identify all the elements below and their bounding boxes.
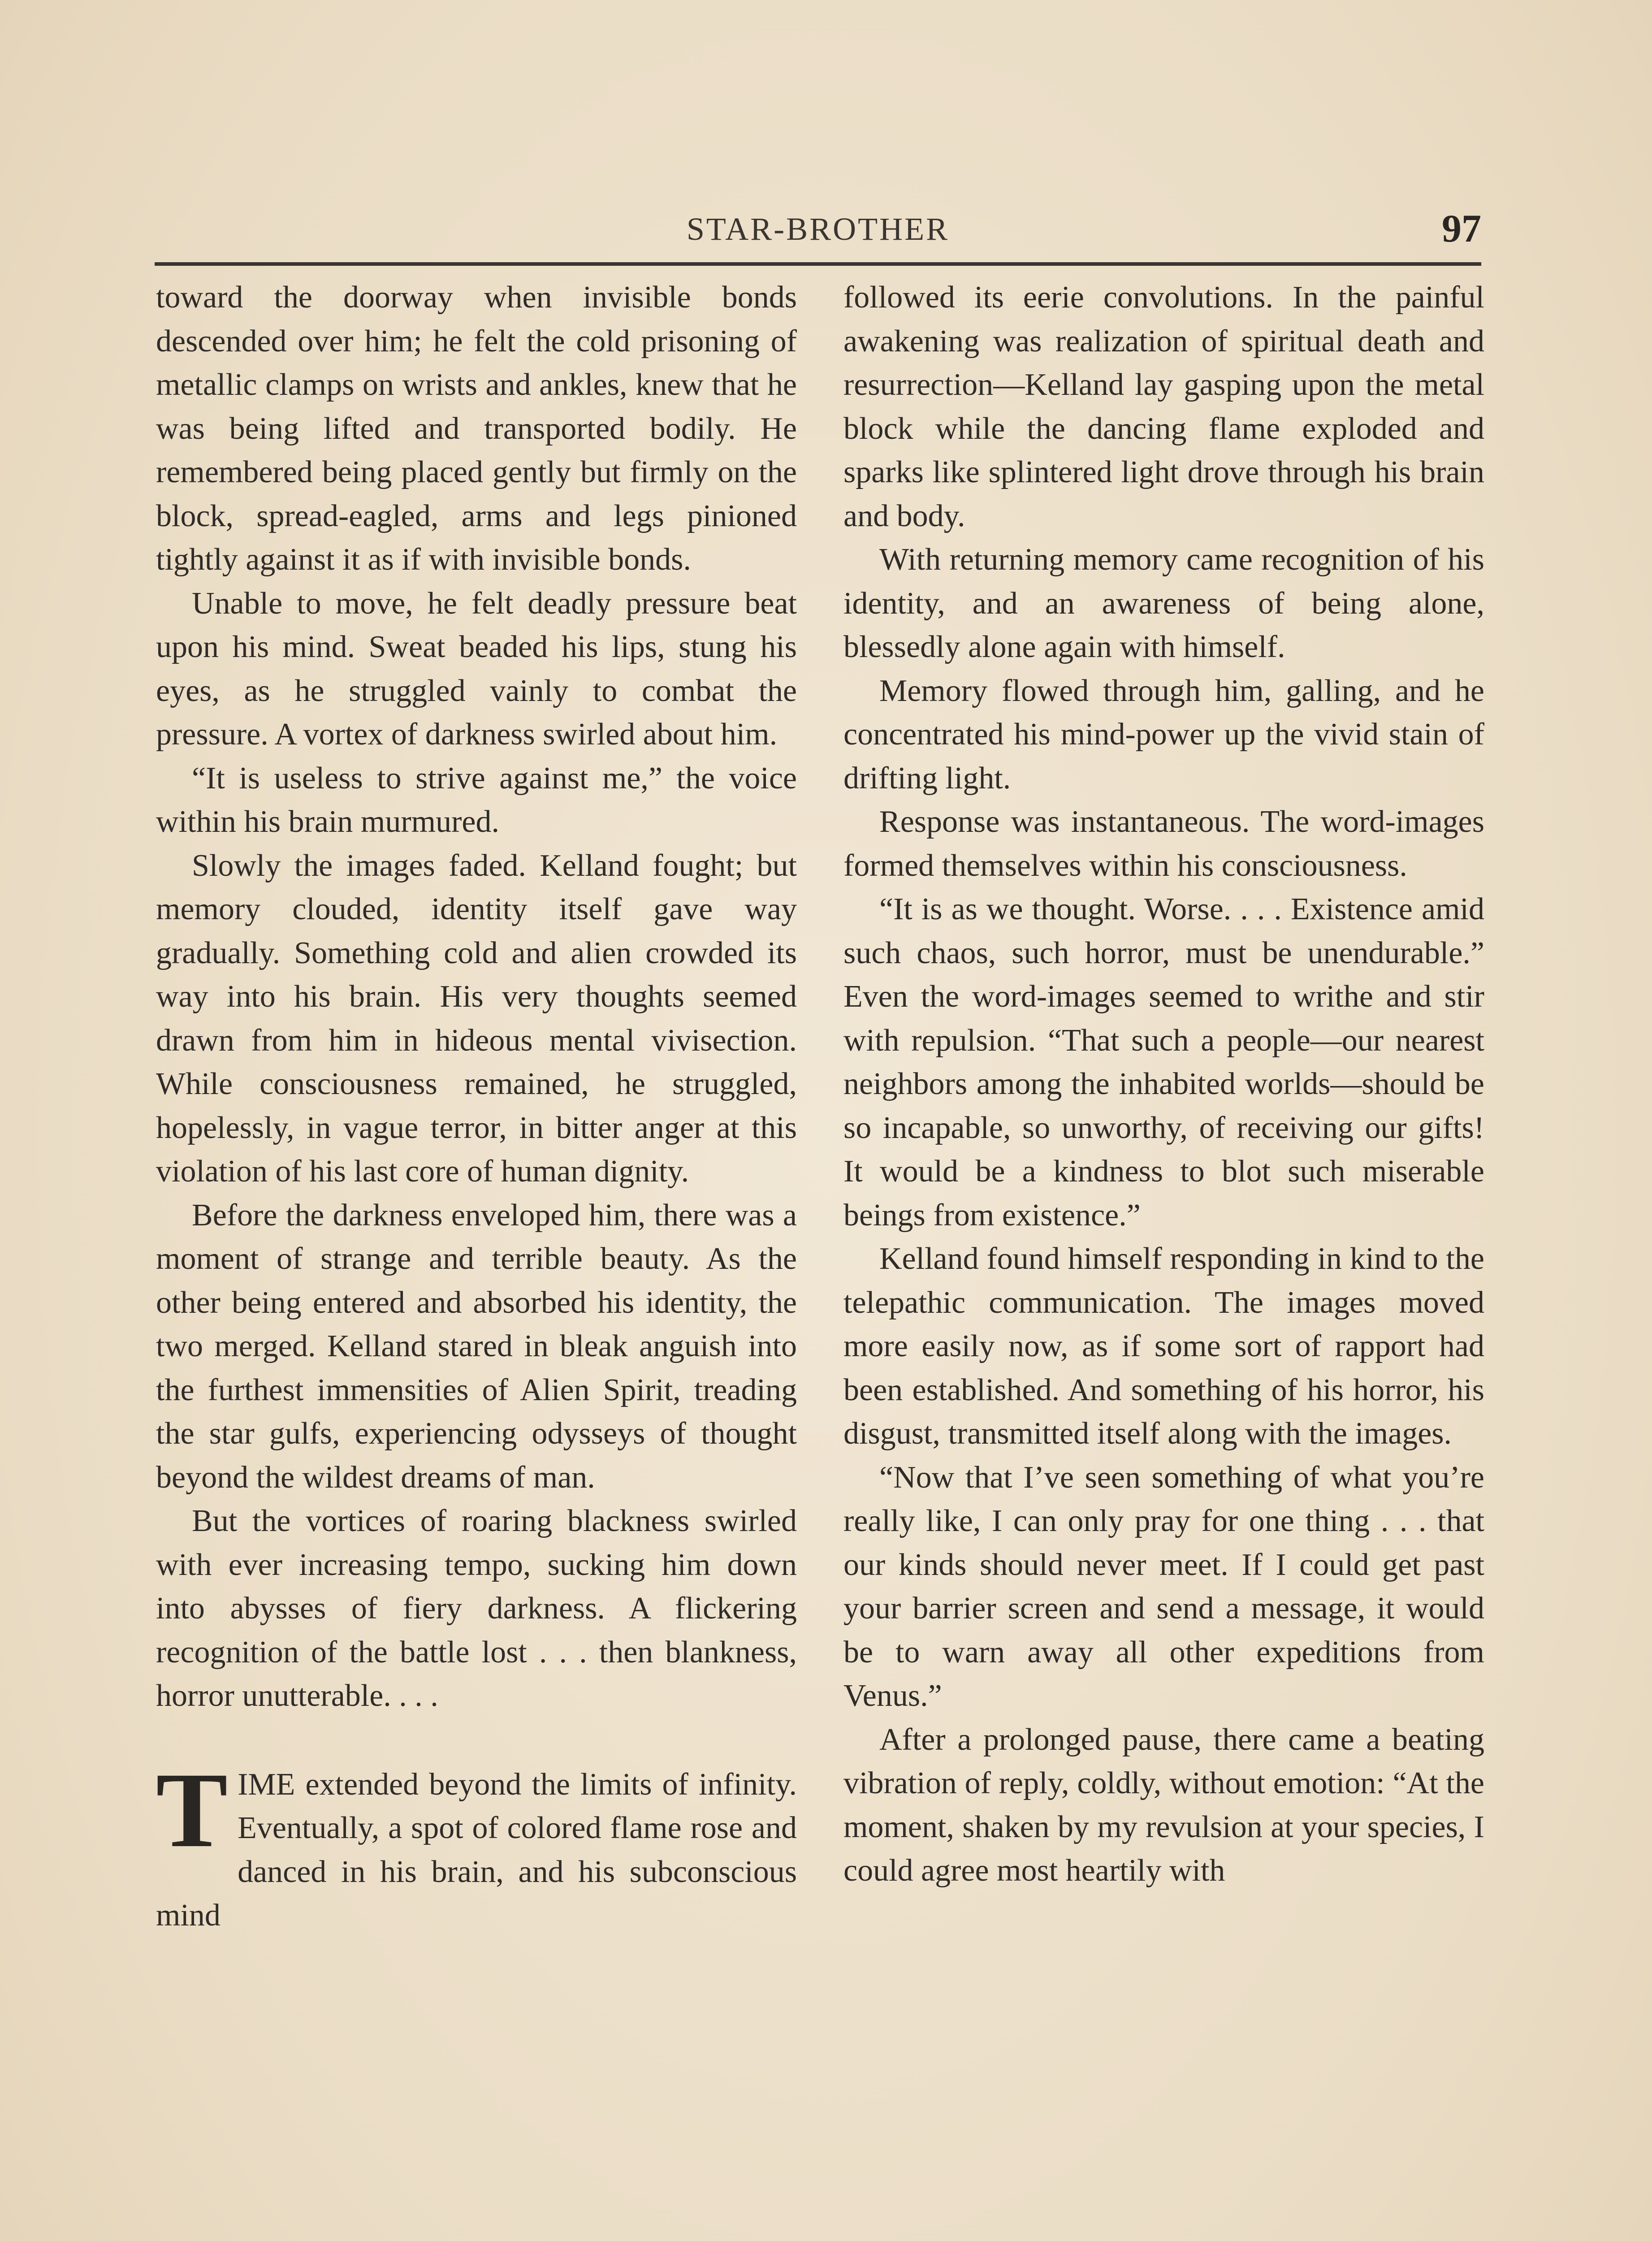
running-header bbox=[155, 204, 1481, 266]
paragraph: “It is useless to strive against me,” the voice within his brain murmured. bbox=[156, 761, 797, 839]
paragraph: With returning memory came recognition of his identity, and an awareness of being alone, blessedly alone again with himself. bbox=[843, 542, 1484, 664]
running-title: STAR-BROTHER bbox=[686, 211, 950, 247]
section-opening bbox=[156, 1750, 797, 1938]
left-column bbox=[156, 276, 797, 2241]
paragraph: Unable to move, he felt deadly pressure beat upon his mind. Sweat beaded his lips, stung his eyes, as he struggled vainly to combat the pressure. A vortex of darkness swirled about him. bbox=[156, 586, 797, 752]
paragraph: “Now that I’ve seen something of what you’re really like, I can only pray for one thing . . . that our kinds should never meet. If I could get past your barrier screen and send a message, it would be to warn away all other expeditions from Venus.” bbox=[843, 1460, 1484, 1713]
section-text: IME extended beyond the limits of infinity. Eventually, a spot of colored flame rose and danced in his brain, and his subconscious mind bbox=[156, 1767, 797, 1933]
paragraph: toward the doorway when invisible bonds descended over him; he felt the cold prisoning of metallic clamps on wrists and ankles, knew that he was being lifted and transported bodily. He remembered being placed gently but firmly on the block, spread-eagled, arms and legs pinioned tightly against it as if with invisible bonds. bbox=[156, 280, 797, 577]
page-number: 97 bbox=[1442, 207, 1481, 251]
paragraph: Before the darkness enveloped him, there was a moment of strange and terrible beauty. As the other being entered and absorbed his identity, the two merged. Kelland stared in bleak anguish into the furthest immensities of Alien Spirit, treading the star gulfs, experiencing odysseys of thought beyond the wildest dreams of man. bbox=[156, 1198, 797, 1495]
paragraph: Slowly the images faded. Kelland fought; but memory clouded, identity itself gave way gradually. Something cold and alien crowded its way into his brain. His very thoughts seemed drawn from him in hideous mental vivisection. While consciousness remained, he struggled, hopelessly, in vague terror, in bitter anger at this violation of his last core of human dignity. bbox=[156, 848, 797, 1189]
paragraph: followed its eerie convolutions. In the painful awakening was realization of spiritual death and resurrection—Kelland lay gasping upon the metal block while the dancing flame exploded and sparks like splintered light drove through his brain and body. bbox=[843, 280, 1484, 533]
paragraph: “It is as we thought. Worse. . . . Existence amid such chaos, such horror, must be unendurable.” Even the word-images seemed to writhe and stir with repulsion. “That such a people—our nearest neighbors among the inhabited worlds—should be so incapable, so unworthy, of receiving our gifts! It would be a kindness to blot such miserable beings from existence.” bbox=[843, 892, 1484, 1233]
paragraph: Memory flowed through him, galling, and he concentrated his mind-power up the vivid stain of drifting light. bbox=[843, 673, 1484, 796]
drop-cap: T bbox=[156, 1750, 228, 1869]
paragraph: But the vortices of roaring blackness swirled with ever increasing tempo, sucking him down into abysses of fiery darkness. A flickering recognition of the battle lost . . . then blankness, horror unutterable. . . . bbox=[156, 1504, 797, 1713]
paragraph: Response was instantaneous. The word-images formed themselves within his consciousness. bbox=[843, 805, 1484, 883]
paragraph: Kelland found himself responding in kind to the telepathic communication. The images moved more easily now, as if some sort of rapport had been established. And something of his horror, his disgust, transmitted itself along with the images. bbox=[843, 1242, 1484, 1451]
right-column bbox=[843, 276, 1484, 2241]
paragraph: After a prolonged pause, there came a beating vibration of reply, coldly, without emotion: “At the moment, shaken by my revulsion at your species, I could agree most heartily with bbox=[843, 1722, 1484, 1888]
